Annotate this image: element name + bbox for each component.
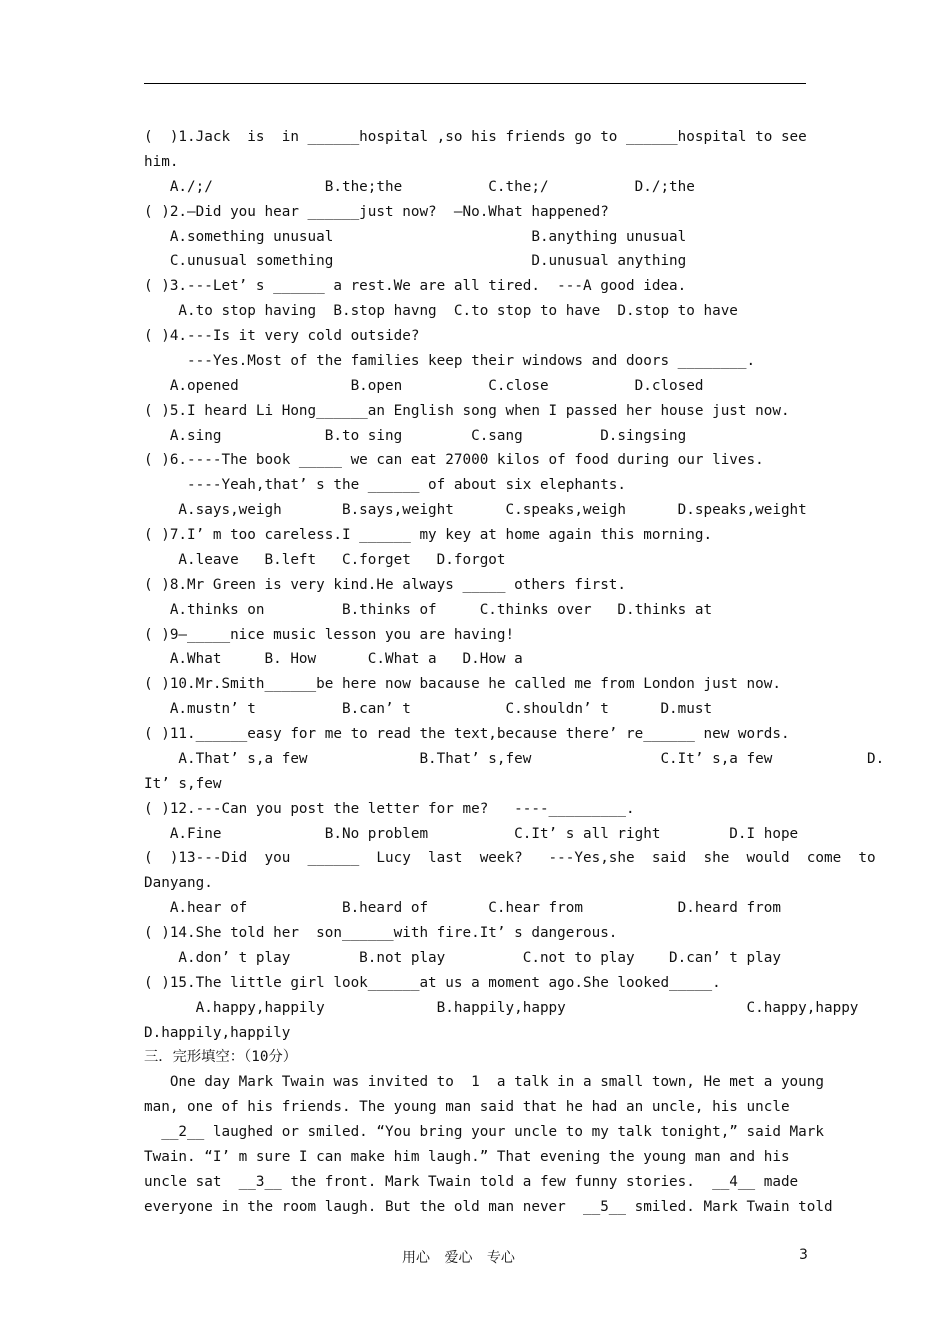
page-content [144,125,885,1220]
page-number: 3 [799,1247,808,1263]
text-line: A.opened B.open C.close D.closed [144,377,704,394]
text-line: A.Fine B.No problem C.It’ s all right D.I hope [144,825,799,842]
text-line: ---Yes.Most of the families keep their windows and doors ________. [144,352,756,369]
text-line: ( )8.Mr Green is very kind.He always _____ others first. [144,576,627,593]
text-line: ----Yeah,that’ s the ______ of about six elephants. [144,477,627,494]
text-line: Twain. “I’ m sure I can make him laugh.” That evening the young man and his [144,1148,790,1165]
text-line: man, one of his friends. The young man said that he had an uncle, his uncle [144,1099,790,1116]
text-line: ( )1.Jack is in ______hospital ,so his friends go to ______hospital to see [144,129,807,145]
text-line: A.thinks on B.thinks of C.thinks over D.thinks at [144,601,713,618]
text-line: A.That’ s,a few B.That’ s,few C.It’ s,a few D. [144,750,885,767]
text-line: ( )13---Did you ______ Lucy last week? ---Yes,she said she would come to [144,850,876,867]
text-line: A.says,weigh B.says,weight C.speaks,weigh D.speaks,weight [144,502,807,519]
text-line: ( )2.—Did you hear ______just now? —No.What happened? [144,203,609,220]
text-line: A.What B. How C.What a D.How a [144,651,523,668]
text-line: ( )3.---Let’ s ______ a rest.We are all tired. ---A good idea. [144,278,687,295]
text-line: ( )5.I heard Li Hong______an English song when I passed her house just now. [144,402,790,419]
text-line: everyone in the room laugh. But the old man never __5__ smiled. Mark Twain told [144,1198,833,1215]
text-line: 三．完形填空：（10分） [144,1049,298,1066]
text-line: A.leave B.left C.forget D.forgot [144,551,506,568]
text-line: ( )10.Mr.Smith______be here now bacause he called me from London just now. [144,676,781,693]
text-line: D.happily,happily [144,1024,291,1041]
text-line: A.happy,happily B.happily,happy C.happy,happy [144,999,859,1016]
text-line: A.to stop having B.stop havng C.to stop to have D.stop to have [144,303,738,320]
text-line: uncle sat __3__ the front. Mark Twain told a few funny stories. __4__ made [144,1173,799,1190]
text-line: A.mustn’ t B.can’ t C.shouldn’ t D.must [144,701,713,718]
text-line: ( )7.I’ m too careless.I ______ my key at home again this morning. [144,527,713,543]
text-line: A.something unusual B.anything unusual [144,228,687,245]
text-line: It’ s,few [144,775,222,792]
text-line: ( )6.----The book _____ we can eat 27000 kilos of food during our lives. [144,452,764,469]
text-line: ( )12.---Can you post the letter for me? ----_________. [144,800,635,817]
text-line: ( )14.She told her son______with fire.It’ s dangerous. [144,925,618,941]
header-rule [144,83,806,84]
text-line: A.hear of B.heard of C.hear from D.heard from [144,900,781,917]
text-line: A./;/ B.the;the C.the;/ D./;the [144,178,695,195]
text-line: A.don’ t play B.not play C.not to play D.can’ t play [144,949,781,966]
text-line: ( )9—_____nice music lesson you are having! [144,626,515,643]
text-line: C.unusual something D.unusual anything [144,253,687,270]
text-line: Danyang. [144,875,213,892]
text-line: ( )15.The little girl look______at us a moment ago.She looked_____. [144,974,721,991]
text-line: One day Mark Twain was invited to 1 a talk in a small town, He met a young [144,1074,824,1091]
text-line: A.sing B.to sing C.sang D.singsing [144,427,687,444]
text-line: ( )11.______easy for me to read the text,because there’ re______ new words. [144,726,790,742]
text-line: __2__ laughed or smiled. “You bring your uncle to my talk tonight,” said Mark [144,1124,824,1140]
text-line: ( )4.---Is it very cold outside? [144,328,420,344]
footer-motto: 用心 爱心 专心 [402,1250,515,1266]
text-line: him. [144,153,179,170]
